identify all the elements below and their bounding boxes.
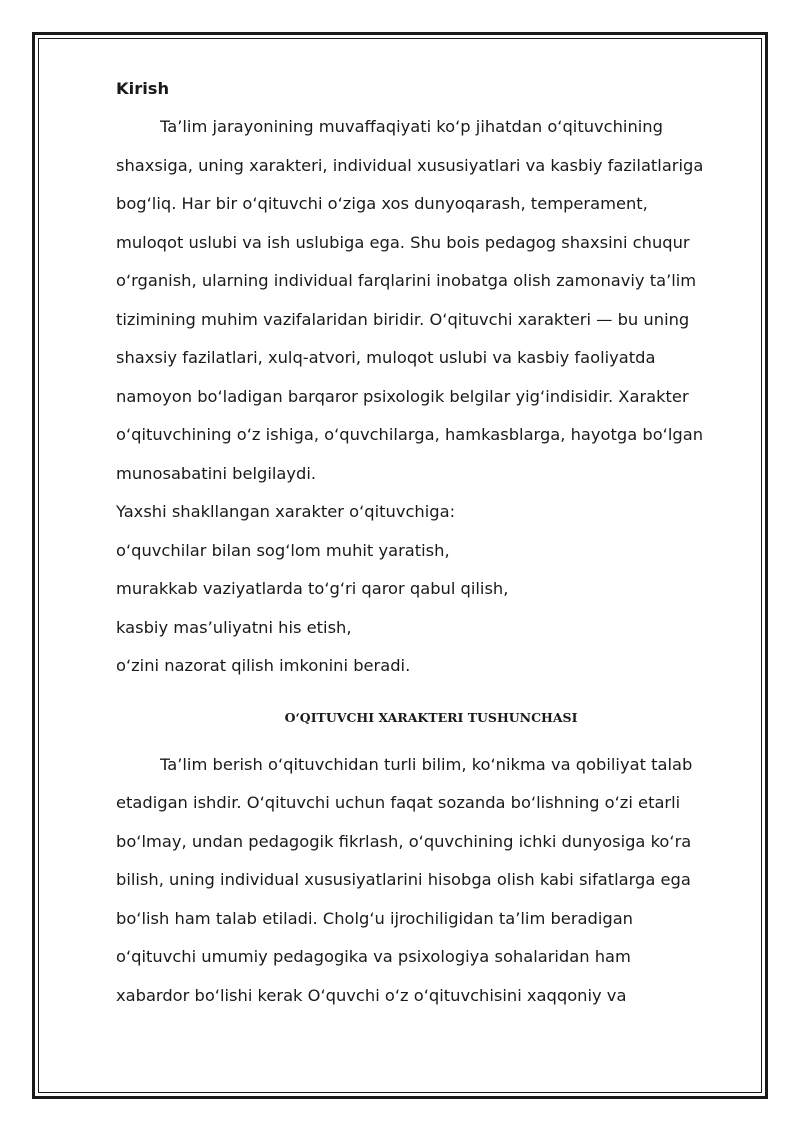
intro-line: o‘rganish, ularning individual farqlarini inobatga olish zamonaviy ta’lim: [116, 271, 697, 290]
section-line: bilish, uning individual xususiyatlarini hisobga olish kabi sifatlarga ega: [116, 870, 691, 889]
list-item: o‘zini nazorat qilish imkonini beradi.: [116, 656, 411, 675]
intro-line: Ta’lim jarayonining muvaffaqiyati ko‘p jihatdan o‘qituvchining: [160, 117, 663, 136]
list-item: o‘quvchilar bilan sog‘lom muhit yaratish,: [116, 540, 450, 560]
intro-line: munosabatini belgilaydi.: [116, 463, 317, 483]
intro-line: namoyon bo‘ladigan barqaror psixologik belgilar yig‘indisidir. Xarakter: [116, 386, 689, 406]
benefits-list: [116, 493, 746, 686]
section-line: o‘qituvchi umumiy pedagogika va psixologiya sohalaridan ham: [116, 947, 631, 966]
section-line: bo‘lmay, undan pedagogik fikrlash, o‘quvchining ichki dunyosiga ko‘ra: [116, 831, 692, 851]
section-paragraph: [116, 746, 746, 1016]
intro-line: tizimining muhim vazifalaridan biridir. O‘qituvchi xarakteri — bu uning: [116, 309, 690, 329]
section-line: etadigan ishdir. O‘qituvchi uchun faqat sozanda bo‘lishning o‘zi etarli: [116, 793, 681, 812]
intro-paragraph: [116, 108, 746, 493]
intro-line: muloqot uslubi va ish uslubiga ega. Shu bois pedagog shaxsini chuqur: [116, 232, 690, 252]
document-body: [116, 70, 746, 1015]
section-title: O‘QITUVCHI XARAKTERI TUSHUNCHASI: [284, 709, 578, 725]
heading-kirish: Kirish: [116, 79, 170, 98]
intro-line: bog‘liq. Har bir o‘qituvchi o‘ziga xos dunyoqarash, temperament,: [116, 194, 648, 213]
intro-line: shaxsiy fazilatlari, xulq-atvori, muloqot uslubi va kasbiy faoliyatda: [116, 348, 656, 367]
list-item: kasbiy mas’uliyatni his etish,: [116, 617, 352, 637]
section-line: Ta’lim berish o‘qituvchidan turli bilim, ko‘nikma va qobiliyat talab: [160, 754, 693, 774]
section-line: bo‘lish ham talab etiladi. Cholg‘u ijrochiligidan ta’lim beradigan: [116, 908, 633, 928]
list-item: murakkab vaziyatlarda to‘g‘ri qaror qabul qilish,: [116, 579, 509, 598]
intro-line: o‘qituvchining o‘z ishiga, o‘quvchilarga, hamkasblarga, hayotga bo‘lgan: [116, 425, 704, 444]
intro-line: shaxsiga, uning xarakteri, individual xususiyatlari va kasbiy fazilatlariga: [116, 155, 704, 175]
section-line: xabardor bo‘lishi kerak O‘quvchi o‘z o‘qituvchisini xaqqoniy va: [116, 985, 627, 1005]
list-intro: Yaxshi shakllangan xarakter o‘qituvchiga:: [116, 502, 456, 521]
